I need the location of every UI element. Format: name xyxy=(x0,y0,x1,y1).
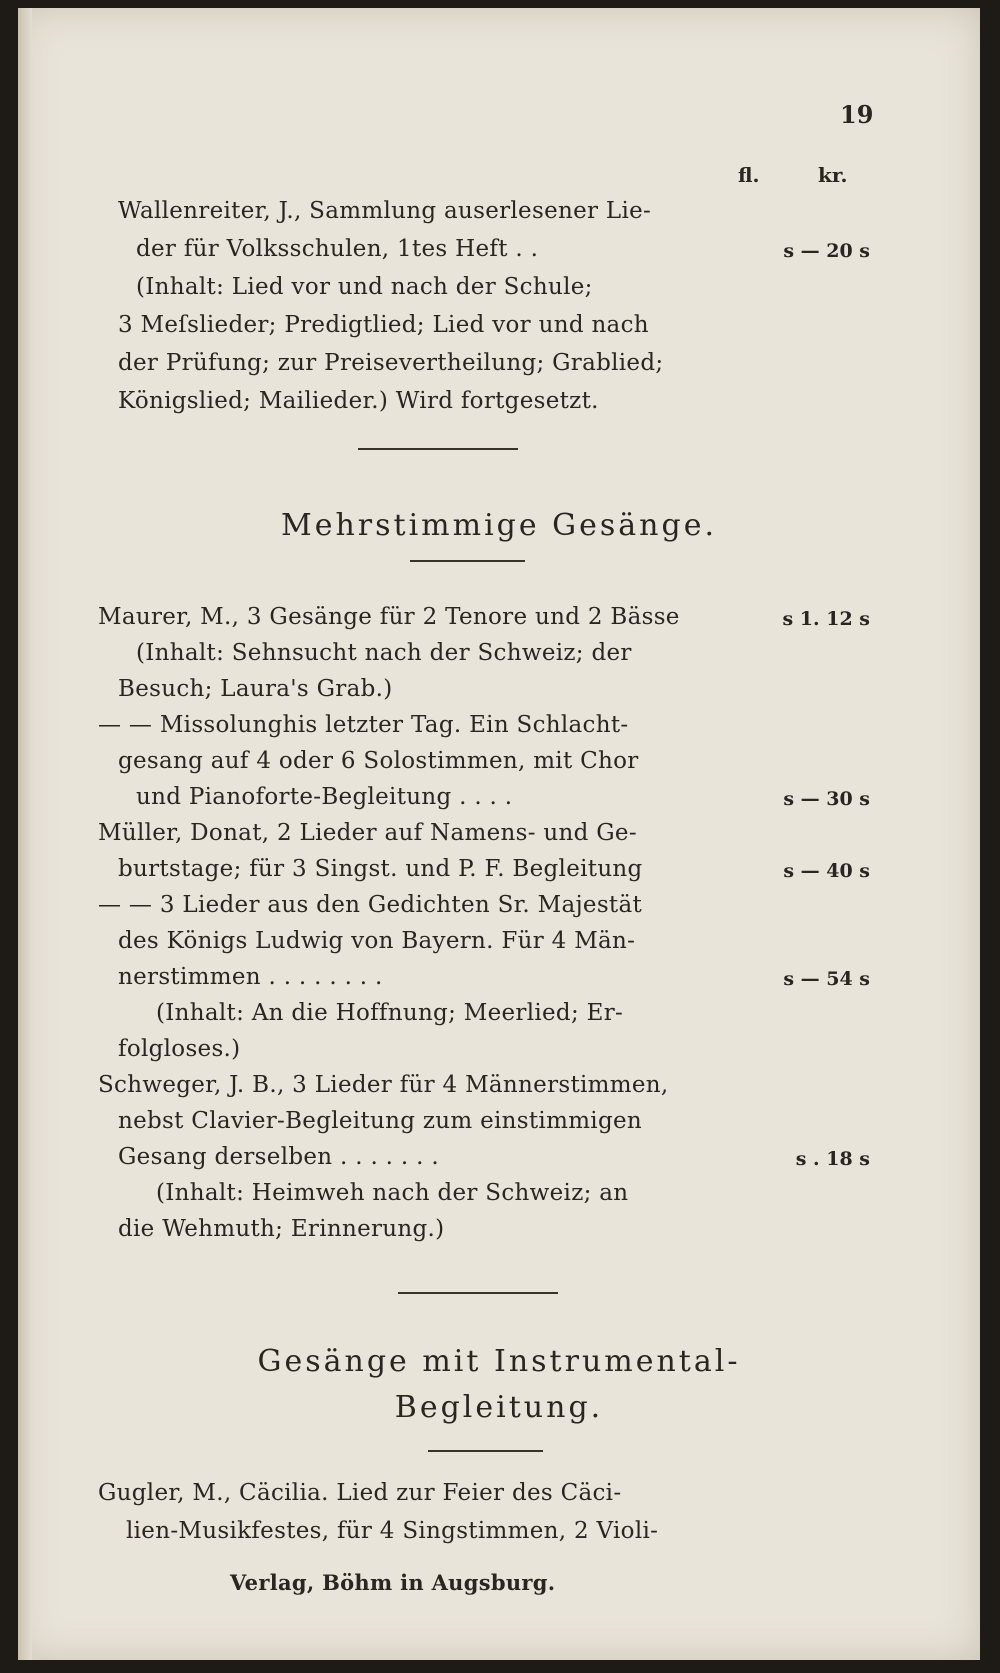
entry-price: s — 30 s xyxy=(783,788,870,810)
entry-price: s — 20 s xyxy=(783,240,870,262)
entry-line: der Prüfung; zur Preisevertheilung; Grablied; xyxy=(118,350,664,376)
entry-line: lien-Musikfestes, für 4 Singstimmen, 2 Violi- xyxy=(126,1518,659,1544)
entry-line: burtstage; für 3 Singst. und P. F. Begleitung xyxy=(118,856,643,882)
currency-kr-header: kr. xyxy=(818,163,848,187)
section-heading-continued: Begleitung. xyxy=(394,1390,604,1425)
entry-line: (Inhalt: Sehnsucht nach der Schweiz; der xyxy=(136,640,632,666)
entry-line: Müller, Donat, 2 Lieder auf Namens- und Ge- xyxy=(98,820,637,846)
entry-line: des Königs Ludwig von Bayern. Für 4 Män- xyxy=(118,928,636,954)
entry-line: Wallenreiter, J., Sammlung auserlesener Lie- xyxy=(118,198,652,224)
entry-price: s . 18 s xyxy=(795,1148,870,1170)
currency-fl-header: fl. xyxy=(738,163,760,187)
entry-line: Gugler, M., Cäcilia. Lied zur Feier des Cäci- xyxy=(98,1480,622,1506)
separator-rule xyxy=(410,560,525,562)
entry-price: s — 54 s xyxy=(783,968,870,990)
entry-line: Maurer, M., 3 Gesänge für 2 Tenore und 2 Bässe xyxy=(98,604,680,630)
separator-rule xyxy=(398,1292,558,1294)
entry-line: Königslied; Mailieder.) Wird fortgesetzt. xyxy=(118,388,599,414)
entry-line: Besuch; Laura's Grab.) xyxy=(118,676,393,702)
section-heading: Mehrstimmige Gesänge. xyxy=(281,508,717,543)
entry-line: (Inhalt: An die Hoffnung; Meerlied; Er- xyxy=(156,1000,624,1026)
entry-line: (Inhalt: Heimweh nach der Schweiz; an xyxy=(156,1180,629,1206)
entry-line: Schweger, J. B., 3 Lieder für 4 Männerstimmen, xyxy=(98,1072,669,1098)
entry-line: — — Missolunghis letzter Tag. Ein Schlacht- xyxy=(98,712,629,738)
entry-line: die Wehmuth; Erinnerung.) xyxy=(118,1216,445,1242)
entry-line: — — 3 Lieder aus den Gedichten Sr. Majestät xyxy=(98,892,643,918)
entry-line: Gesang derselben . . . . . . . xyxy=(118,1144,439,1170)
entry-line: und Pianoforte-Begleitung . . . . xyxy=(136,784,513,810)
entry-price: s 1. 12 s xyxy=(782,608,870,630)
entry-line: nebst Clavier-Begleitung zum einstimmigen xyxy=(118,1108,643,1134)
section-heading: Gesänge mit Instrumental- xyxy=(257,1344,741,1379)
entry-line: gesang auf 4 oder 6 Solostimmen, mit Chor xyxy=(118,748,639,774)
separator-rule xyxy=(428,1450,543,1452)
publisher-footer: Verlag, Böhm in Augsburg. xyxy=(230,1570,556,1595)
entry-line: nerstimmen . . . . . . . . xyxy=(118,964,383,990)
page-number: 19 xyxy=(840,100,874,129)
book-page xyxy=(18,8,980,1660)
entry-line: 3 Meſslieder; Predigtlied; Lied vor und nach xyxy=(118,312,649,338)
separator-rule xyxy=(358,448,518,450)
entry-line: (Inhalt: Lied vor und nach der Schule; xyxy=(136,274,593,300)
entry-line: der für Volksschulen, 1tes Heft . . xyxy=(136,236,539,262)
entry-line: folgloses.) xyxy=(118,1036,241,1062)
entry-price: s — 40 s xyxy=(783,860,870,882)
